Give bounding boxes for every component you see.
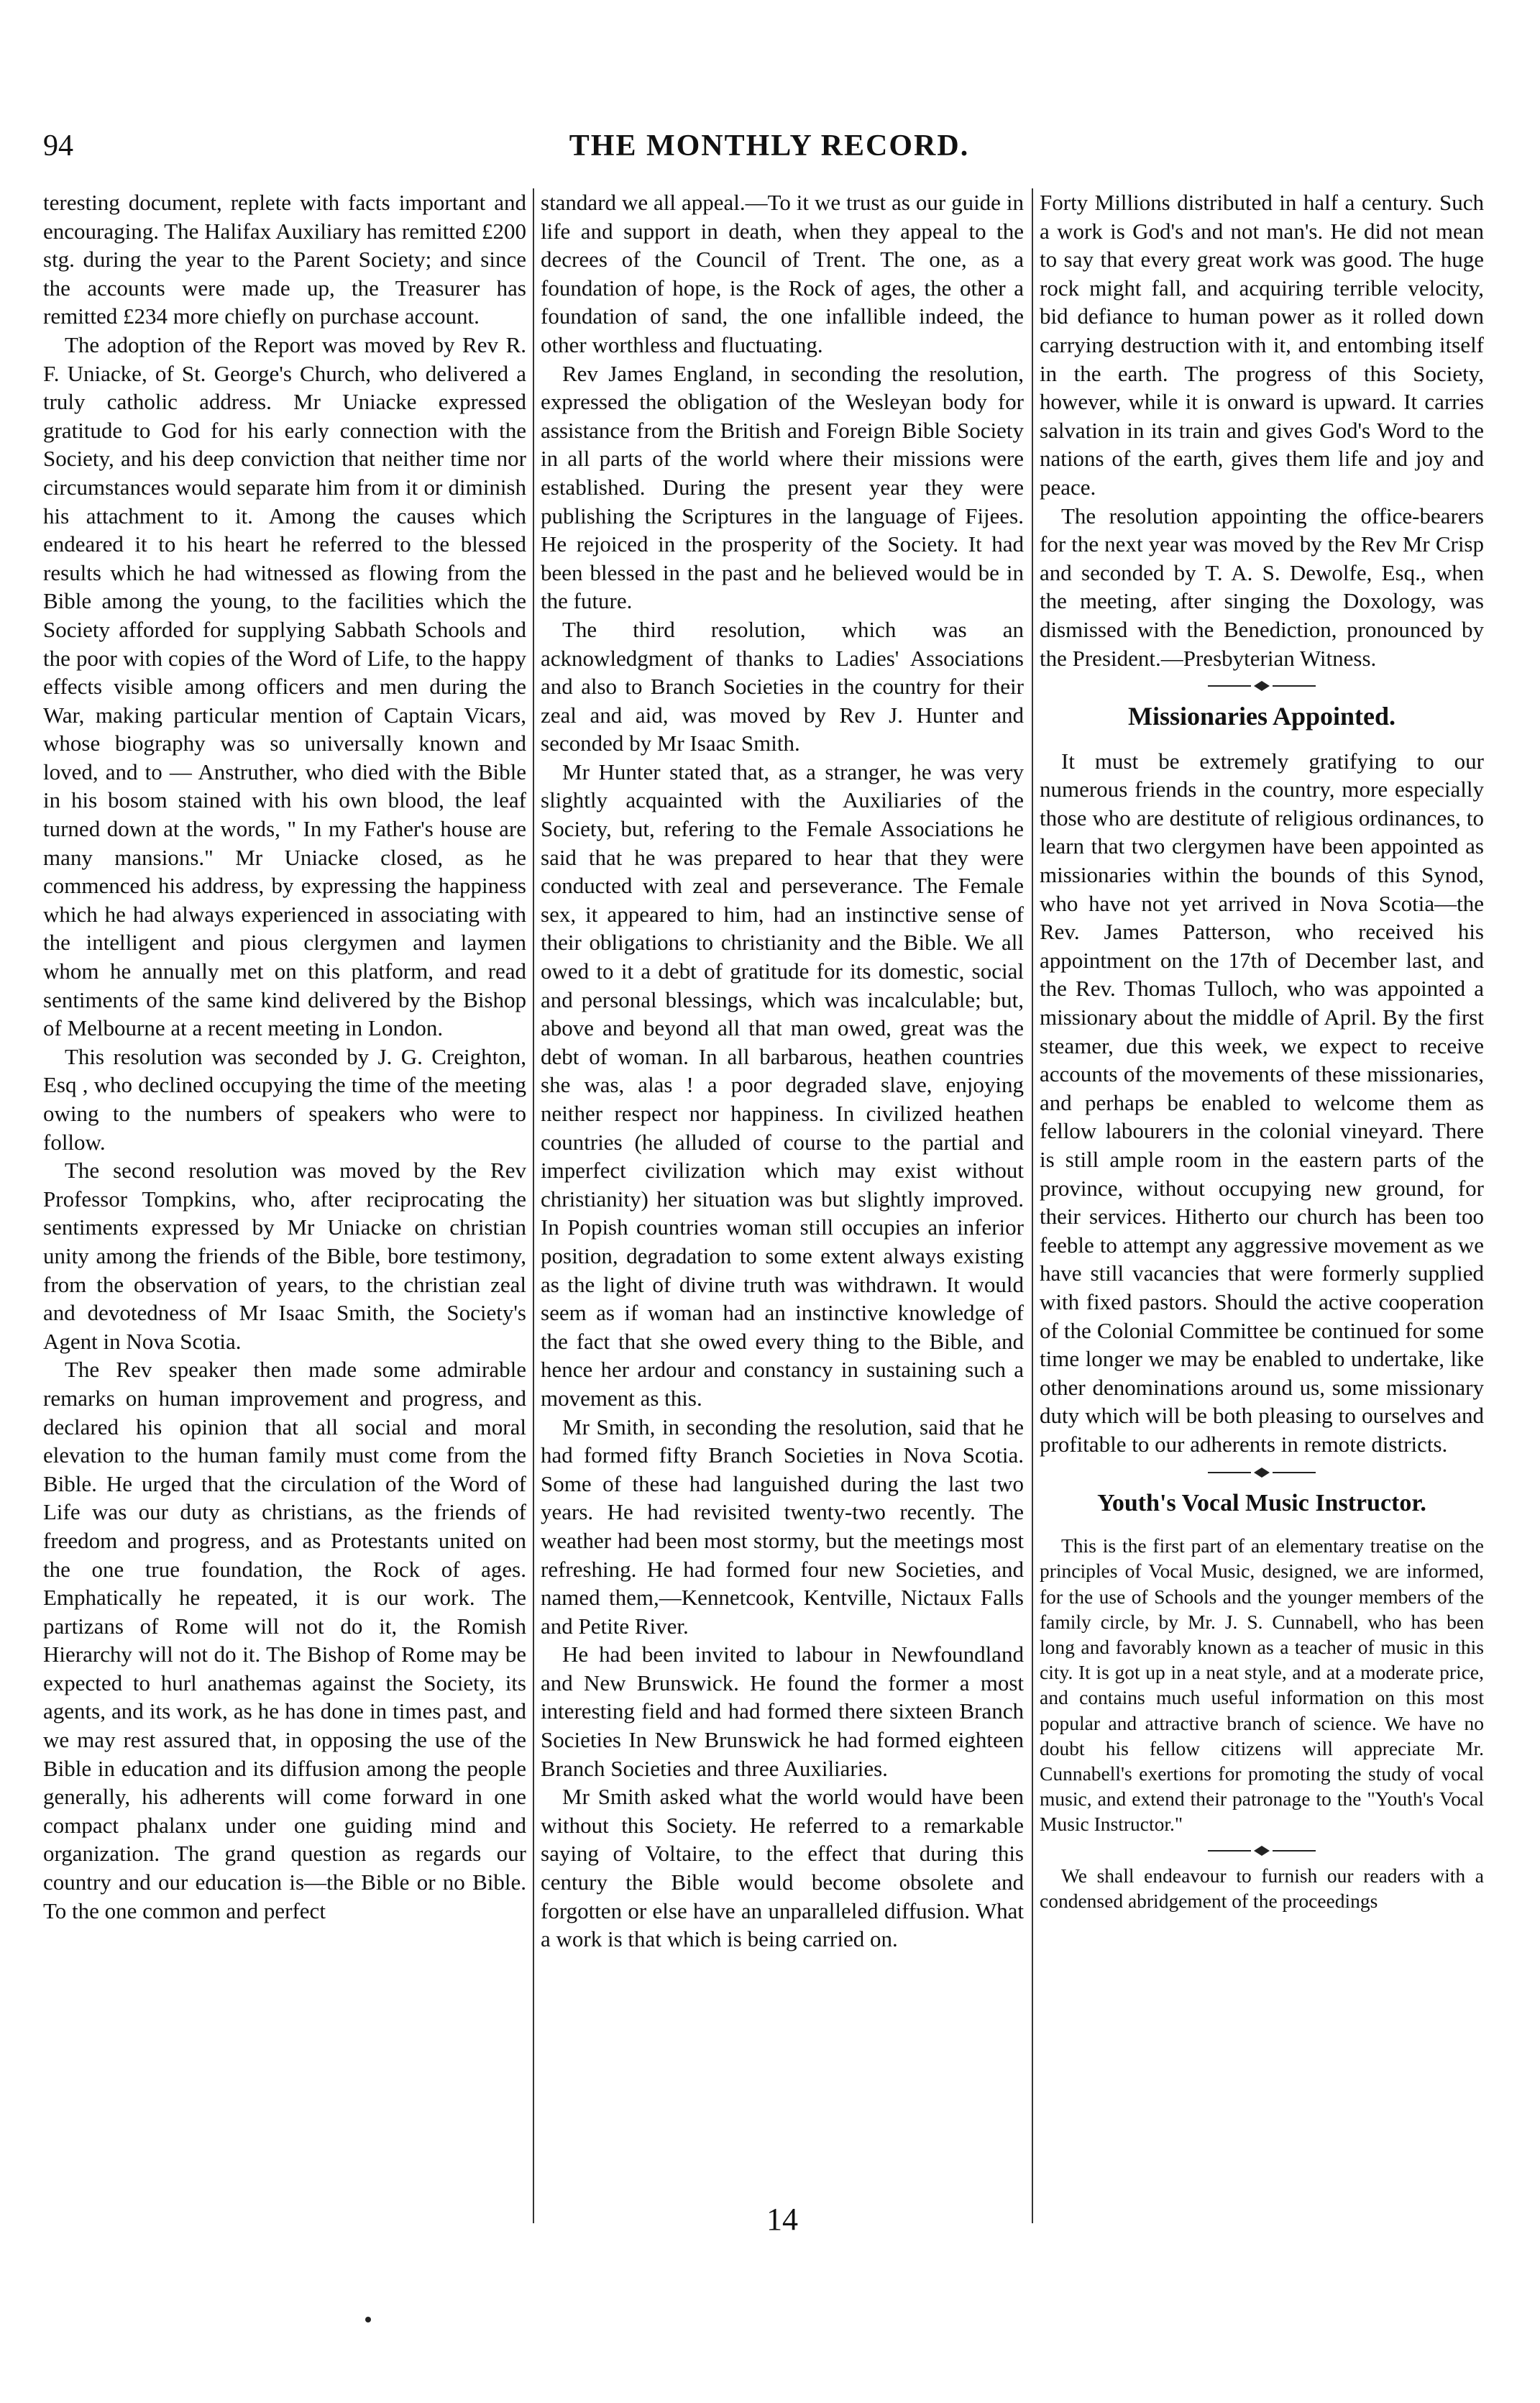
column-middle: [541, 188, 1024, 2223]
paragraph: The second resolution was moved by the Rev Professor Tompkins, who, after reciprocating the sentiments expressed by Mr Uniacke on christian unity among the friends of the Bible, bore testimony, from the observation of years, to the christian zeal and devotedness of Mr Isaac Smith, the Society's Agent in Nova Scotia.: [43, 1158, 526, 1354]
column-rule-right: [1032, 188, 1033, 2223]
paragraph: We shall endeavour to furnish our readers with a condensed abridgement of the proceedings: [1040, 1864, 1484, 1912]
paragraph: This is the first part of an elementary treatise on the principles of Vocal Music, designed, we are informed, for the use of Schools and the younger members of the family circle, by Mr. J. S. Cunnabell, who has been long and favorably known as a teacher of music in this city. It is got up in a neat style, and at a moderate price, and contains much useful information on this most popular and attractive branch of science. We have no doubt his fellow citizens will appreciate Mr. Cunnabell's exertions for promoting the study of vocal music, and extend their patronage to the "Youth's Vocal Music Instructor.": [1040, 1534, 1484, 1836]
ink-speck: [365, 2317, 371, 2322]
section-ornament: [1208, 1466, 1316, 1479]
paragraph: This resolution was seconded by J. G. Creighton, Esq , who declined occupying the time of the meeting owing to the numbers of speakers who were to follow.: [43, 1043, 526, 1155]
section-ornament: [1208, 1844, 1316, 1857]
paragraph: Mr Hunter stated that, as a stranger, he was very slightly acquainted with the Auxiliaries of the Society, but, refering to the Female Associations he said that he was prepared to hear that they were conducted with zeal and perseverance. The Female sex, it appeared to him, had an instinctive sense of their obligations to christianity and the Bible. We all owed to it a debt of gratitude for its domestic, social and personal blessings, which was incalculable; but, above and beyond all that man owed, great was the debt of woman. In all barbarous, heathen countries she was, alas ! a poor degraded slave, enjoying neither respect nor happiness. In civilized heathen countries (he alluded of course to the partial and imperfect civilization which may exist without christianity) her situation was but slightly improved. In Popish countries woman still occupies an inferior position, degradation to some extent always existing as the light of divine truth was withdrawn. It would seem as if woman had an instinctive knowledge of the fact that she owed every thing to the Bible, and hence her ardour and constancy in sustaining such a movement as this.: [541, 759, 1024, 1411]
section-heading: Missionaries Appointed.: [1127, 702, 1396, 731]
paragraph: The Rev speaker then made some admirable remarks on human improvement and progress, and declared his opinion that all social and moral elevation to the human family must come from the Bible. He urged that the circulation of the Word of Life was our duty as christians, as the friends of freedom and progress, and as Protestants united on the one true foundation, the Rock of ages. Emphatically he repeated, it is our work. The partizans of Rome will not do it, the Romish Hierarchy will not do it. The Bishop of Rome may be expected to hurl anathemas against the Society, its agents, and its work, as he has done in times past, and we may rest assured that, in opposing the use of the Bible in education and its diffusion among the people generally, his adherents will come forward in one compact phalanx under one guiding mind and organization. The grand question as regards our country and our education is—the Bible or no Bible. To the one common and perfect: [43, 1357, 526, 1923]
section-ornament: [1208, 679, 1316, 692]
signature-mark: 14: [766, 2202, 798, 2237]
paragraph: Mr Smith asked what the world would have been without this Society. He referred to a remarkable saying of Voltaire, to the effect that during this century the Bible would become obsolete and forgotten or else have an unparalleled diffusion. What a work is that which is being carried on.: [541, 1784, 1024, 1952]
paragraph: The third resolution, which was an acknowledgment of thanks to Ladies' Associations and also to Branch Societies in the country for their zeal and aid, was moved by Rev J. Hunter and seconded by Mr Isaac Smith.: [541, 616, 1024, 756]
paragraph: Rev James England, in seconding the resolution, expressed the obligation of the Wesleyan body for assistance from the British and Foreign Bible Society in all parts of the world where their missions were established. During the present year they were publishing the Scriptures in the language of Fijees. He rejoiced in the prosperity of the Society. It had been blessed in the past and he believed would be in the future.: [541, 360, 1024, 614]
running-title: THE MONTHLY RECORD.: [569, 129, 970, 163]
paragraph: teresting document, replete with facts important and encouraging. The Halifax Auxiliary has remitted £200 stg. during the year to the Parent Society; and since the accounts were made up, the Treasurer has remitted £234 more chiefly on purchase account.: [43, 190, 526, 329]
paragraph: standard we all appeal.—To it we trust as our guide in life and support in death, when they appeal to the decrees of the Council of Trent. The one, as a foundation of hope, is the Rock of ages, the other a foundation of sand, the one infallible indeed, the other worthless and fluctuating.: [541, 190, 1024, 357]
running-header: [43, 128, 1495, 164]
page-number: 94: [43, 129, 73, 163]
column-rule-left: [533, 188, 534, 2223]
paragraph: The resolution appointing the office-bearers for the next year was moved by the Rev Mr Crisp and seconded by T. A. S. Dewolfe, Esq., when the meeting, after singing the Doxology, was dismissed with the Benediction, pronounced by the President.—Presbyterian Witness.: [1040, 503, 1484, 671]
column-right: [1040, 188, 1484, 2223]
paragraph: He had been invited to labour in Newfoundland and New Brunswick. He found the former a most interesting field and had formed there sixteen Branch Societies In New Brunswick he had formed eighteen Branch Societies and three Auxiliaries.: [541, 1642, 1024, 1781]
section-heading: Youth's Vocal Music Instructor.: [1097, 1489, 1426, 1516]
paragraph: Mr Smith, in seconding the resolution, said that he had formed fifty Branch Societies in Nova Scotia. Some of these had languished during the last two years. He had revisited twenty-two recently. The weather had been most stormy, but the meetings most refreshing. He had formed four new Societies, and named them,—Kennetcook, Kentville, Nictaux Falls and Petite River.: [541, 1414, 1024, 1639]
paragraph: The adoption of the Report was moved by Rev R. F. Uniacke, of St. George's Church, who delivered a truly catholic address. Mr Uniacke expressed gratitude to God for his early connection with the Society, and his deep conviction that neither time nor circumstances would separate him from it or diminish his attachment to it. Among the causes which endeared it to his heart he referred to the blessed results which he had witnessed as flowing from the Bible among the young, to the facilities which the Society afforded for supplying Sabbath Schools and the poor with copies of the Word of Life, to the happy effects visible among officers and men during the War, making particular mention of Captain Vicars, whose biography was so universally known and loved, and to — Anstruther, who died with the Bible in his bosom stained with his own blood, the leaf turned down at the words, " In my Father's house are many mansions." Mr Uniacke closed, as he commenced his address, by expressing the happiness which he had always experienced in associating with the intelligent and pious clergymen and laymen whom he annually met on this platform, and read sentiments of the same kind delivered by the Bishop of Melbourne at a recent meeting in London.: [43, 331, 526, 1041]
paragraph: Forty Millions distributed in half a century. Such a work is God's and not man's. He did not mean to say that every great work was good. The huge rock might fall, and acquiring terrible velocity, bid defiance to human power as it rolled down carrying destruction with it, and entombing itself in the earth. The progress of this Society, however, while it is onward is upward. It carries salvation in its train and gives God's Word to the nations of the earth, gives them life and joy and peace.: [1040, 190, 1484, 500]
column-left: [43, 188, 526, 2223]
paragraph: It must be extremely gratifying to our numerous friends in the country, more especially those who are destitute of religious ordinances, to learn that two clergymen have been appointed as missionaries within the bounds of this Synod, who have not yet arrived in Nova Scotia—the Rev. James Patterson, who received his appointment on the 17th of December last, and the Rev. Thomas Tulloch, who was appointed a missionary about the middle of April. By the first steamer, due this week, we expect to receive accounts of the movements of these missionaries, and perhaps be enabled to welcome them as fellow labourers in the colonial vineyard. There is still ample room in the eastern parts of the province, without occupying new ground, for their services. Hitherto our church has been too feeble to attempt any aggressive movement as we have still vacancies that were formerly supplied with fixed pastors. Should the active cooperation of the Colonial Committee be continued for some time longer we may be enabled to undertake, like other denominations around us, some missionary duty which will be both pleasing to ourselves and profitable to our adherents in remote districts.: [1040, 748, 1484, 1457]
